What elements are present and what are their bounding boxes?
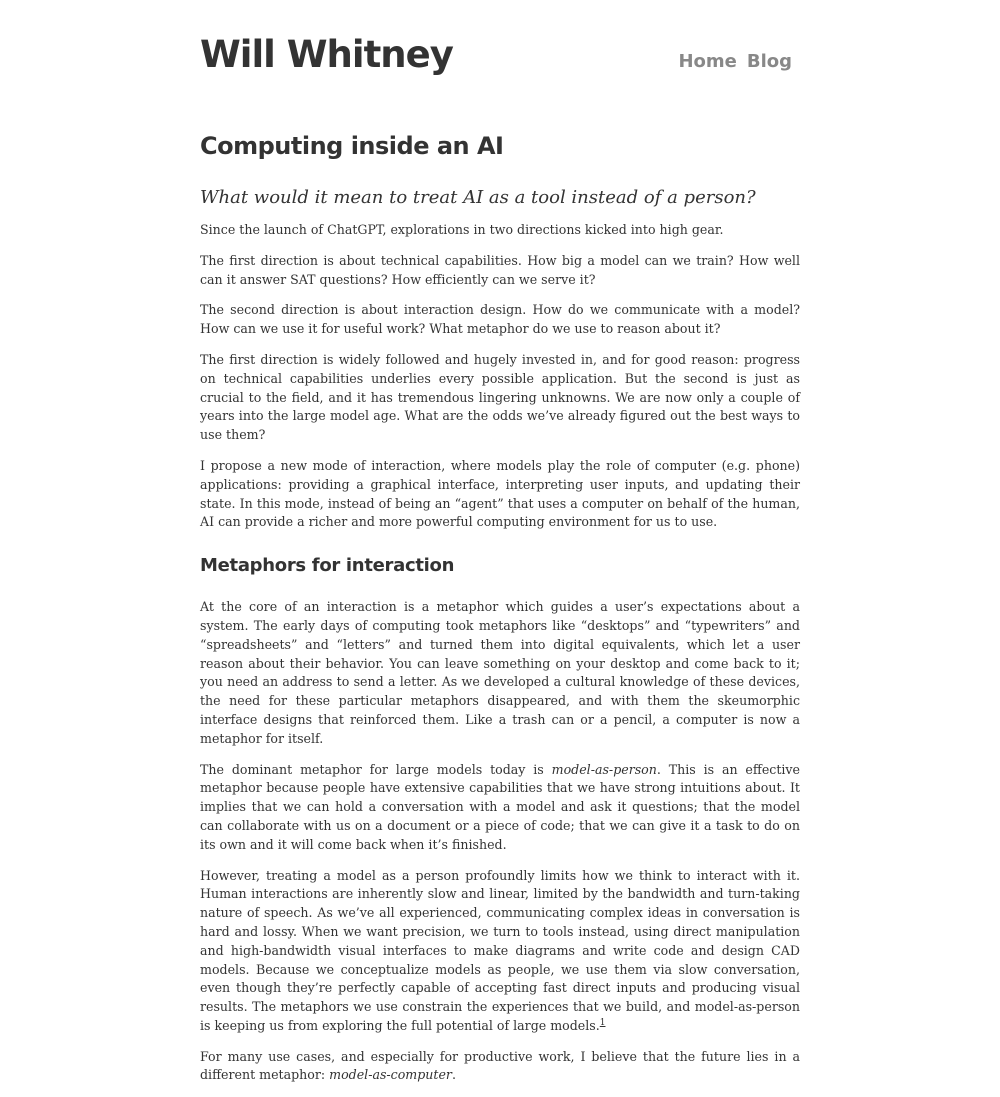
paragraph [200,1048,800,1086]
paragraph-text: . [451,1067,456,1083]
paragraph: The second direction is about interaction design. How do we communicate with a model? How can we use it for useful work? What metaphor do we use to reason about it? [200,302,800,337]
site-title-link[interactable]: Will Whitney [200,33,453,76]
paragraph: At the core of an interaction is a metaphor which guides a user’s expectations about a system. The early days of computing took metaphors like “desktops” and “typewriters” and “spreadsheets” and “letters” and turned them into digital equivalents, which let a user reason about their behavior. You can leave something on your desktop and come back to it; you need an address to send a letter. As we developed a cultural knowledge of these devices, the need for these particular metaphors disappeared, and with them the skeumorphic interface designs that reinforced them. Like a trash can or a pencil, a computer is now a metaphor for itself. [200,599,800,746]
paragraph: I propose a new mode of interaction, where models play the role of computer (e.g. phone) applications: providing a graphical interface, interpreting user inputs, and updating their state. In this mode, instead of being an “agent” that uses a computer on behalf of the human, AI can provide a richer and more powerful computing environment for us to use. [200,457,800,530]
article-title: Computing inside an AI [200,132,504,160]
emphasis-text: model-as-computer [329,1067,452,1083]
paragraph-text: . This is an effective metaphor because people have extensive capabilities that we have strong intuitions about. It implies that we can hold a conversation with a model and ask it questions; that the model can collaborate with us on a document or a piece of code; that we can give it a task to do on its own and it will come back when it’s finished. [200,761,800,852]
article-subtitle: What would it mean to treat AI as a tool instead of a person? [200,187,756,208]
paragraph: Since the launch of ChatGPT, explorations in two directions kicked into high gear. [200,222,724,237]
paragraph-text: However, treating a model as a person profoundly limits how we think to interact with it. Human interactions are inherently slow and linear, limited by the bandwidth and turn-taking nature of speech. As we’ve all experienced, communicating complex ideas in conversation is hard and lossy. When we want precision, we turn to tools instead, using direct manipulation and high-bandwidth visual interfaces to make diagrams and write code and design CAD models. Because we conceptualize models as people, we use them via slow conversation, even though they’re perfectly capable of accepting fast direct inputs and producing visual results. The metaphors we use constrain the experiences that we build, and model-as-person is keeping us from exploring the full potential of large models. [200,867,800,1033]
paragraph: The first direction is about technical capabilities. How big a model can we train? How well can it answer SAT questions? How efficiently can we serve it? [200,252,800,287]
nav-link-blog[interactable]: Blog [746,51,792,72]
article [200,128,800,1097]
footnote-link[interactable]: 1 [599,1017,606,1028]
paragraph: The first direction is widely followed and hugely invested in, and for good reason: progress on technical capabilities underlies every possible application. But the second is just as crucial to the field, and it has tremendous lingering unknowns. We are now only a couple of years into the large model age. What are the odds we’ve already figured out the best ways to use them? [200,351,800,443]
main-nav [678,48,792,76]
emphasis-text: model-as-person [551,761,657,777]
paragraph-text: For many use cases, and especially for productive work, I believe that the future lies in a different metaphor: [200,1048,800,1083]
paragraph [200,761,800,855]
paragraph-text: The dominant metaphor for large models today is [200,761,552,777]
section-heading: Metaphors for interaction [200,555,455,577]
nav-link-home[interactable]: Home [678,51,737,72]
paragraph [200,867,800,1036]
